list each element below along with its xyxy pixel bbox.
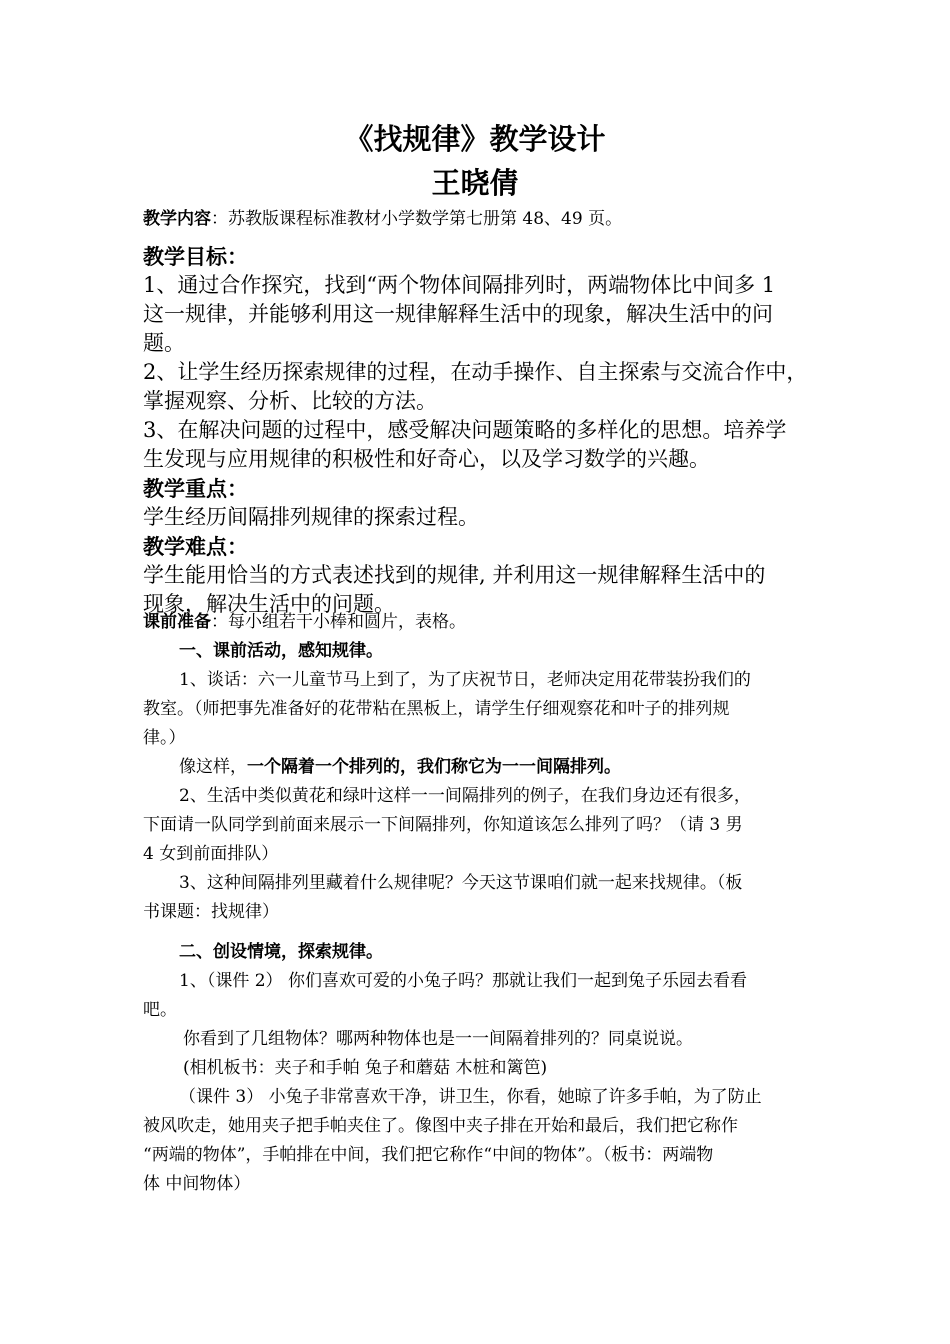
goals-line: 3、在解决问题的过程中，感受解决问题策略的多样化的思想。培养学 (143, 418, 787, 442)
prep-text: ：每小组若干小棒和圆片，表格。 (211, 612, 466, 632)
paragraph-line: 教室。（师把事先准备好的花带粘在黑板上，请学生仔细观察花和叶子的排列规 (143, 699, 730, 719)
teaching-goals (143, 242, 823, 474)
goals-heading: 教学目标： (143, 244, 248, 269)
difficulty-line: 学生能用恰当的方式表述找到的规律, 并利用这一规律解释生活中的 (143, 563, 766, 587)
key-point (143, 474, 823, 532)
paragraph-line (143, 753, 823, 782)
goals-line: 1、通过合作探究，找到“两个物体间隔排列时，两端物体比中间多 1 (143, 273, 776, 297)
goals-line: 掌握观察、分析、比较的方法。 (143, 389, 437, 413)
paragraph-line: (相机板书：夹子和手帕 兔子和蘑菇 木桩和篱笆) (183, 1058, 548, 1078)
document-title: 《找规律》教学设计 (344, 122, 606, 156)
paragraph-line: 吧。 (143, 1000, 177, 1020)
interval-definition-plain: 像这样， (179, 757, 247, 777)
paragraph-line: 书课题：找规律） (143, 902, 279, 922)
paragraph-line: 1、谈话：六一儿童节马上到了，为了庆祝节日，老师决定用花带装扮我们的 (179, 670, 751, 690)
paragraph-line: 体 中间物体） (143, 1174, 251, 1194)
paragraph-line: 律。） (143, 728, 186, 748)
paragraph-line: 2、生活中类似黄花和绿叶这样一一间隔排列的例子，在我们身边还有很多， (179, 786, 751, 806)
paragraph-line: 被风吹走，她用夹子把手帕夹住了。像图中夹子排在开始和最后，我们把它称作 (143, 1116, 738, 1136)
document-author: 王晓倩 (431, 166, 519, 200)
paragraph-line: 你看到了几组物体？哪两种物体也是一一间隔着排列的？同桌说说。 (183, 1029, 693, 1049)
goals-line: 生发现与应用规律的积极性和好奇心，以及学习数学的兴趣。 (143, 447, 710, 471)
key-point-heading: 教学重点： (143, 476, 248, 501)
goals-line: 题。 (143, 331, 185, 355)
prep-label: 课前准备 (143, 612, 211, 632)
teaching-content-label: 教学内容 (143, 209, 211, 229)
goals-line: 2、让学生经历探索规律的过程，在动手操作、自主探索与交流合作中， (143, 360, 808, 384)
paragraph-line: 下面请一队同学到前面来展示一下间隔排列，你知道该怎么排列了吗？（请 3 男 (143, 815, 743, 835)
paragraph-line: 3、这种间隔排列里藏着什么规律呢？今天这节课咱们就一起来找规律。（板 (179, 873, 743, 893)
teaching-content-text: ：苏教版课程标准教材小学数学第七册第 48、49 页。 (211, 209, 623, 229)
interval-definition-bold: 一个隔着一个排列的，我们称它为一一间隔排列。 (247, 757, 621, 777)
section-two (143, 938, 823, 1199)
key-point-text: 学生经历间隔排列规律的探索过程。 (143, 505, 479, 529)
goals-line: 这一规律，并能够利用这一规律解释生活中的现象，解决生活中的问 (143, 302, 773, 326)
difficulty-line: 现象，解决生活中的问题。 (143, 592, 395, 616)
teaching-content (143, 205, 823, 234)
paragraph-line: 1、（课件 2） 你们喜欢可爱的小兔子吗？那就让我们一起到兔子乐园去看看 (179, 971, 747, 991)
section-two-heading: 二、创设情境，探索规律。 (179, 942, 383, 962)
difficulty-heading: 教学难点： (143, 534, 248, 559)
difficulty (143, 532, 823, 619)
paragraph-line: 4 女到前面排队） (143, 844, 279, 864)
paragraph-line: （课件 3） 小兔子非常喜欢干净，讲卫生，你看，她晾了许多手帕，为了防止 (179, 1087, 762, 1107)
section-one-heading: 一、课前活动，感知规律。 (179, 641, 383, 661)
class-preparation (143, 608, 823, 637)
section-one (143, 636, 823, 927)
paragraph-line: “两端的物体”，手帕排在中间，我们把它称作“中间的物体”。（板书：两端物 (143, 1145, 714, 1165)
